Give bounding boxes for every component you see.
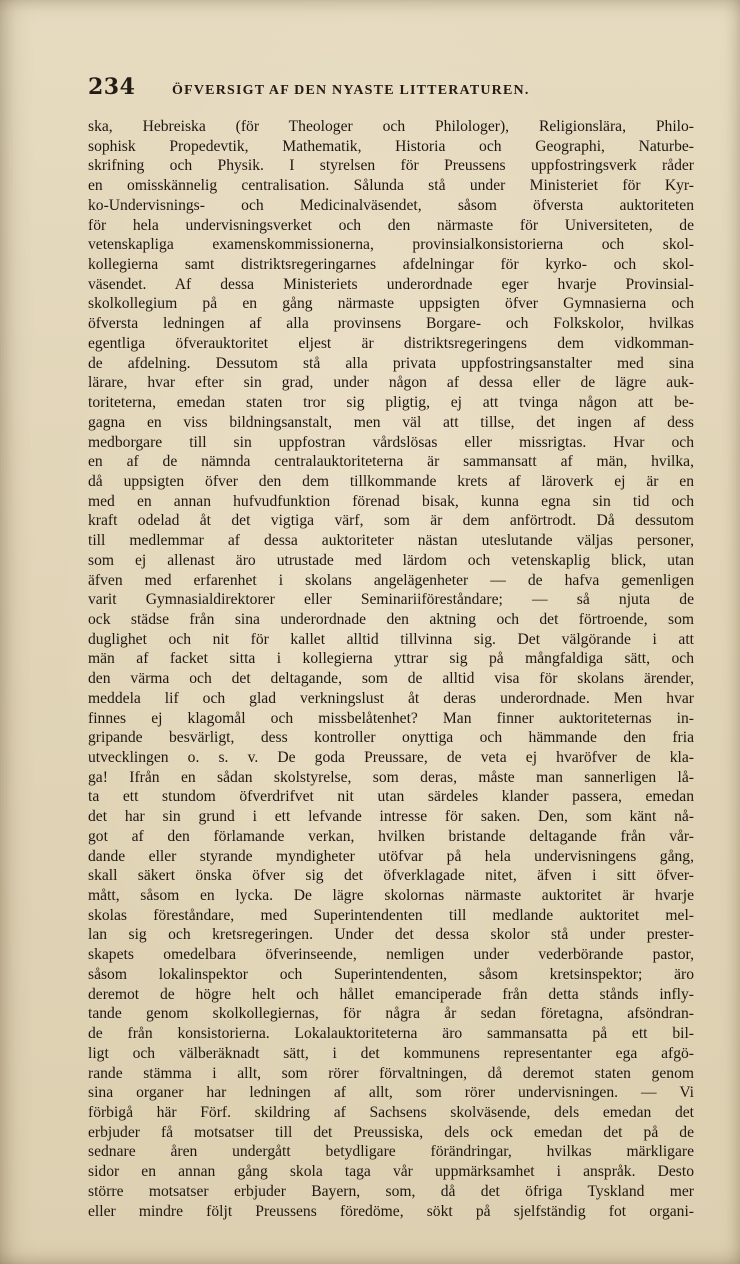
text-line: då uppsigten öfver den dem tillkommande krets af läroverk ej är en xyxy=(88,472,694,490)
text-line: ta ett stundom öfverdrifvet nit utan särdeles klander passera, emedan xyxy=(88,788,694,806)
text-line: en af de nämnda centralauktoriteterna är sammansatt af män, hvilka, xyxy=(88,453,694,471)
text-line: deremot de högre helt och hållet emanciperade från detta stånds infly- xyxy=(88,985,694,1003)
body-text xyxy=(88,117,694,1221)
text-line: de från konsistorierna. Lokalauktoriteterna äro sammansatta på ett bil- xyxy=(88,1025,694,1043)
text-line: finnes ej klagomål och missbelåtenhet? Man finner auktoriteternas in- xyxy=(88,709,694,727)
text-line: det har sin grund i ett lefvande intresse för saken. Den, som känt nå- xyxy=(88,808,694,826)
text-line: lan sig och kretsregeringen. Under det dessa skolor stå under prester- xyxy=(88,926,694,944)
text-line: såsom lokalinspektor och Superintendenten, såsom kretsinspektor; äro xyxy=(88,965,694,983)
running-head xyxy=(88,74,688,104)
text-line: utvecklingen o. s. v. De goda Preussare, de veta ej hvaröfver de kla- xyxy=(88,749,694,766)
page-number: 234 xyxy=(88,74,136,100)
text-line: tande genom skolkollegiernas, för några år sedan företagna, afsöndran- xyxy=(88,1005,694,1023)
text-line: öfversta ledningen af alla provinsens Borgare- och Folkskolor, hvilkas xyxy=(88,315,694,333)
text-line: till medlemmar af dessa auktoriteter nästan uteslutande väljas personer, xyxy=(88,532,694,550)
text-line: varit Gymnasialdirektorer eller Seminariiföreståndare; — så njuta de xyxy=(88,591,694,609)
text-line: eller mindre följt Preussens föredöme, sökt på sjelfständig fot organi- xyxy=(88,1202,694,1220)
text-line: större motsatser erbjuder Bayern, som, då det öfriga Tyskland mer xyxy=(88,1182,694,1200)
text-line: erbjuder få motsatser till det Preussiska, dels ock emedan det på de xyxy=(88,1123,694,1141)
text-line: medborgare till sin uppfostran vårdslösas eller missrigtas. Hvar och xyxy=(88,433,694,451)
text-line: kraft odelad åt det vigtiga värf, som är dem anförtrodt. Då dessutom xyxy=(88,512,694,530)
text-line: gripande besvärligt, dess kontroller onyttiga och hämmande den fria xyxy=(88,729,694,747)
text-line: meddela lif och glad verkningslust åt deras underordnade. Men hvar xyxy=(88,689,694,707)
text-line: sophisk Propedevtik, Mathematik, Historia och Geographi, Naturbe- xyxy=(88,137,694,155)
text-line: förbigå här Förf. skildring af Sachsens skolväsende, dels emedan det xyxy=(88,1103,694,1121)
text-line: äfven med erfarenhet i skolans angelägenheter — de hafva gemenligen xyxy=(88,571,694,589)
text-line: ko-Undervisnings- och Medicinalväsendet, såsom öfversta auktoriteten xyxy=(88,196,694,214)
text-line: skolas föreståndare, med Superintendenten till medlande auktoritet mel- xyxy=(88,906,694,924)
text-line: ska, Hebreiska (för Theologer och Philologer), Religionslära, Philo- xyxy=(88,118,694,135)
text-line: väsendet. Af dessa Ministeriets underordnade eger hvarje Provinsial- xyxy=(88,275,694,293)
text-line: skall säkert önska öfver sig det öfverklagade nitet, äfven i sitt öfver- xyxy=(88,867,694,885)
text-line: sidor en annan gång skola taga vår uppmärksamhet i anspråk. Desto xyxy=(88,1163,694,1181)
text-line: toriteterna, emedan staten tror sig pligtig, ej att tvinga någon att be- xyxy=(88,394,694,412)
text-line: för hela undervisningsverket och den närmaste för Universiteten, de xyxy=(88,216,694,234)
text-line: den värma och det deltagande, som de alltid visa för skolans ärender, xyxy=(88,670,694,688)
text-line: ligt och välberäknadt sätt, i det kommunens representanter ega afgö- xyxy=(88,1044,694,1062)
text-line: de afdelning. Dessutom stå alla privata uppfostringsanstalter med sina xyxy=(88,354,694,372)
text-line: got af den förlamande verkan, hvilken bristande deltagande från vår- xyxy=(88,827,694,845)
text-line: gagna en viss bildningsanstalt, men väl att tillse, det ingen af dess xyxy=(88,413,694,431)
text-line: duglighet och nit för kallet alltid tillvinna sig. Det välgörande i att xyxy=(88,630,694,648)
text-line: vetenskapliga examenskommissionerna, provinsialkonsistorierna och skol- xyxy=(88,236,694,254)
text-line: ga! Ifrån en sådan skolstyrelse, som deras, måste man sannerligen lå- xyxy=(88,768,694,786)
text-line: med en annan hufvudfunktion förenad bisak, kunna egna sin tid och xyxy=(88,492,694,510)
text-line: skapets omedelbara öfverinseende, nemligen under vederbörande pastor, xyxy=(88,946,694,964)
text-line: lärare, hvar efter sin grad, under någon af dessa eller de lägre auk- xyxy=(88,374,694,392)
text-line: kollegierna samt distriktsregeringarnes afdelningar för kyrko- och skol- xyxy=(88,256,694,274)
text-line: som ej allenast äro utrustade med lärdom och vetenskaplig blick, utan xyxy=(88,551,694,569)
text-line: ock städse från sina underordnade den aktning och det förtroende, som xyxy=(88,610,694,628)
text-line: män af facket sitta i kollegierna yttrar sig på mångfaldiga sätt, och xyxy=(88,650,694,668)
running-title: ÖFVERSIGT AF DEN NYASTE LITTERATUREN. xyxy=(172,83,530,98)
text-line: rande stämma i allt, som rörer förvaltningen, då deremot staten genom xyxy=(88,1064,694,1082)
text-line: egentliga öfverauktoritet eljest är distriktsregeringens dem vidkomman- xyxy=(88,334,694,352)
text-line: sina organer har ledningen af allt, som rörer undervisningen. — Vi xyxy=(88,1084,694,1102)
text-line: mått, såsom en lycka. De lägre skolornas närmaste auktoritet är hvarje xyxy=(88,887,694,905)
text-line: skolkollegium på en gång närmaste uppsigten öfver Gymnasierna och xyxy=(88,295,694,313)
text-line: dande eller styrande myndigheter utöfvar på hela undervisningens gång, xyxy=(88,847,694,865)
text-line: sednare åren undergått betydligare förändringar, hvilkas märkligare xyxy=(88,1143,694,1161)
text-line: skrifning och Physik. I styrelsen för Preussens uppfostringsverk råder xyxy=(88,157,694,175)
text-line: en omisskännelig centralisation. Sålunda stå under Ministeriet för Kyr- xyxy=(88,177,694,195)
